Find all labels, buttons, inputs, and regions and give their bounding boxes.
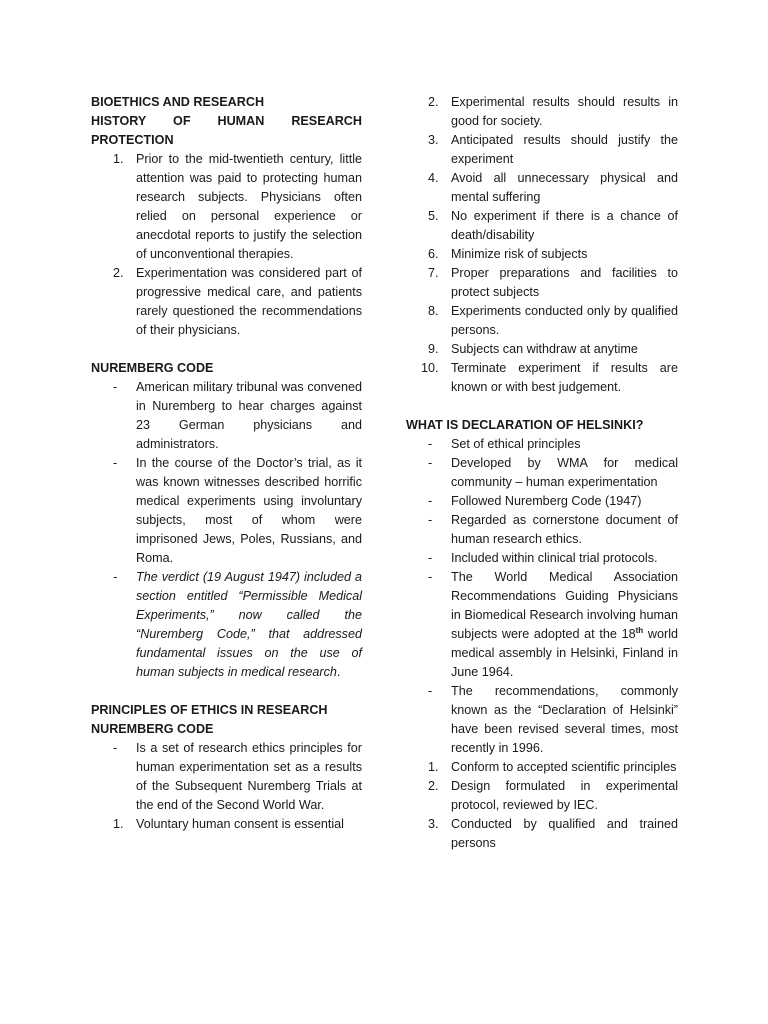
list-dash: - (428, 570, 433, 584)
list-item (91, 815, 362, 834)
history-list (91, 150, 362, 340)
list-item (91, 378, 362, 454)
list-item-text: Experimental results should results in good for society. (451, 95, 678, 128)
list-item-text: Is a set of research ethics principles for human experimentation set as a results of the Subsequent Nuremberg Trials at the end of the Second World War. (136, 741, 362, 812)
helsinki-dash-list (406, 435, 678, 758)
list-item-text (136, 568, 362, 682)
list-item-text: Set of ethical principles (451, 437, 581, 451)
list-item (406, 815, 678, 853)
list-item (406, 340, 678, 359)
list-item-text: Voluntary human consent is essential (136, 817, 344, 831)
list-item (406, 302, 678, 340)
ordinal-suffix: th (635, 625, 644, 635)
left-column (91, 93, 362, 834)
list-item-text: Prior to the mid-twentieth century, little attention was paid to protecting human research subjects. Physicians often relied on personal experience or anecdotal reports to justify the selection of unconventional therapies. (136, 152, 362, 261)
list-dash: - (113, 741, 118, 755)
list-item-text: Avoid all unnecessary physical and mental suffering (451, 171, 678, 204)
list-item-text: Experimentation was considered part of progressive medical care, and patients rarely questioned the recommendations of their physicians. (136, 266, 362, 337)
principles-heading: PRINCIPLES OF ETHICS IN RESEARCH (91, 703, 328, 717)
list-item-text: Anticipated results should justify the experiment (451, 133, 678, 166)
list-dash: - (428, 456, 433, 470)
list-number: 9. (428, 342, 439, 356)
list-item (406, 758, 678, 777)
list-item-text: Conform to accepted scientific principles (451, 760, 677, 774)
list-dash: - (113, 570, 118, 584)
list-number: 4. (428, 171, 439, 185)
list-number: 2. (428, 779, 439, 793)
history-heading: HISTORY OF HUMAN RESEARCH PROTECTION (91, 114, 362, 147)
list-dash: - (428, 513, 433, 527)
list-item (91, 150, 362, 264)
list-dash: - (428, 437, 433, 451)
list-item (406, 264, 678, 302)
list-item-text: Experiments conducted only by qualified persons. (451, 304, 678, 337)
list-item (406, 131, 678, 169)
nuremberg-principles-list (406, 93, 678, 397)
list-item-text: In the course of the Doctor’s trial, as it was known witnesses described horrific medical experiments using involuntary subjects, most of whom were imprisoned Jews, Poles, Russians, and Roma. (136, 456, 362, 565)
list-item (406, 682, 678, 758)
list-item (406, 568, 678, 682)
list-item-text: Followed Nuremberg Code (1947) (451, 494, 642, 508)
list-item-text: Regarded as cornerstone document of human research ethics. (451, 513, 678, 546)
list-item-text: No experiment if there is a chance of death/disability (451, 209, 678, 242)
spacer (406, 397, 678, 416)
wma-text-after: world medical assembly in Helsinki, Finland in June 1964. (451, 627, 678, 679)
list-item (91, 739, 362, 815)
list-number: 3. (428, 817, 439, 831)
list-dash: - (428, 551, 433, 565)
list-item (406, 454, 678, 492)
principles-num-list (91, 815, 362, 834)
list-item (91, 264, 362, 340)
helsinki-num-list (406, 758, 678, 853)
list-item-text: Minimize risk of subjects (451, 247, 588, 261)
list-item-text: Subjects can withdraw at anytime (451, 342, 638, 356)
verdict-period: . (336, 665, 341, 679)
list-item-text: Developed by WMA for medical community – human experimentation (451, 456, 678, 489)
list-item-text: Included within clinical trial protocols. (451, 551, 658, 565)
list-item-text: Proper preparations and facilities to protect subjects (451, 266, 678, 299)
list-dash: - (113, 380, 118, 394)
list-item-text (451, 568, 678, 682)
list-item (406, 359, 678, 397)
list-item (406, 245, 678, 264)
spacer (91, 682, 362, 701)
list-item (406, 777, 678, 815)
list-number: 1. (428, 760, 439, 774)
list-item (406, 207, 678, 245)
list-item (406, 93, 678, 131)
nuremberg-heading: NUREMBERG CODE (91, 361, 214, 375)
helsinki-heading: WHAT IS DECLARATION OF HELSINKI? (406, 418, 644, 432)
list-number: 6. (428, 247, 439, 261)
list-item (91, 454, 362, 568)
list-item (406, 435, 678, 454)
list-dash: - (428, 494, 433, 508)
list-number: 5. (428, 209, 439, 223)
principles-subheading: NUREMBERG CODE (91, 722, 214, 736)
list-number: 2. (113, 266, 124, 280)
list-item-text: Design formulated in experimental protocol, reviewed by IEC. (451, 779, 678, 812)
document-title: BIOETHICS AND RESEARCH (91, 95, 265, 109)
principles-dash-list (91, 739, 362, 815)
list-dash: - (113, 456, 118, 470)
list-item-text: American military tribunal was convened in Nuremberg to hear charges against 23 German physicians and administrators. (136, 380, 362, 451)
spacer (91, 340, 362, 359)
nuremberg-list (91, 378, 362, 682)
list-item (406, 169, 678, 207)
list-dash: - (428, 684, 433, 698)
wma-text-before: The World Medical Association Recommendations Guiding Physicians in Biomedical Research involving human subjects were adopted at the 18 (451, 570, 678, 641)
list-number: 3. (428, 133, 439, 147)
list-number: 1. (113, 817, 124, 831)
list-item (91, 568, 362, 682)
list-item-text: Conducted by qualified and trained persons (451, 817, 678, 850)
list-item-text: Terminate experiment if results are known or with best judgement. (451, 361, 678, 394)
list-item-text: The recommendations, commonly known as the “Declaration of Helsinki” have been revised several times, most recently in 1996. (451, 684, 678, 755)
list-item (406, 492, 678, 511)
list-number: 8. (428, 304, 439, 318)
list-number: 1. (113, 152, 124, 166)
list-item (406, 549, 678, 568)
list-number: 10. (421, 361, 439, 375)
list-item (406, 511, 678, 549)
list-number: 7. (428, 266, 439, 280)
right-column (406, 93, 678, 853)
list-number: 2. (428, 95, 439, 109)
verdict-text: The verdict (19 August 1947) included a section entitled “Permissible Medical Experiments,” now called the “Nuremberg Code,” that addressed fundamental issues on the use of human subjects in medical research (136, 570, 362, 679)
